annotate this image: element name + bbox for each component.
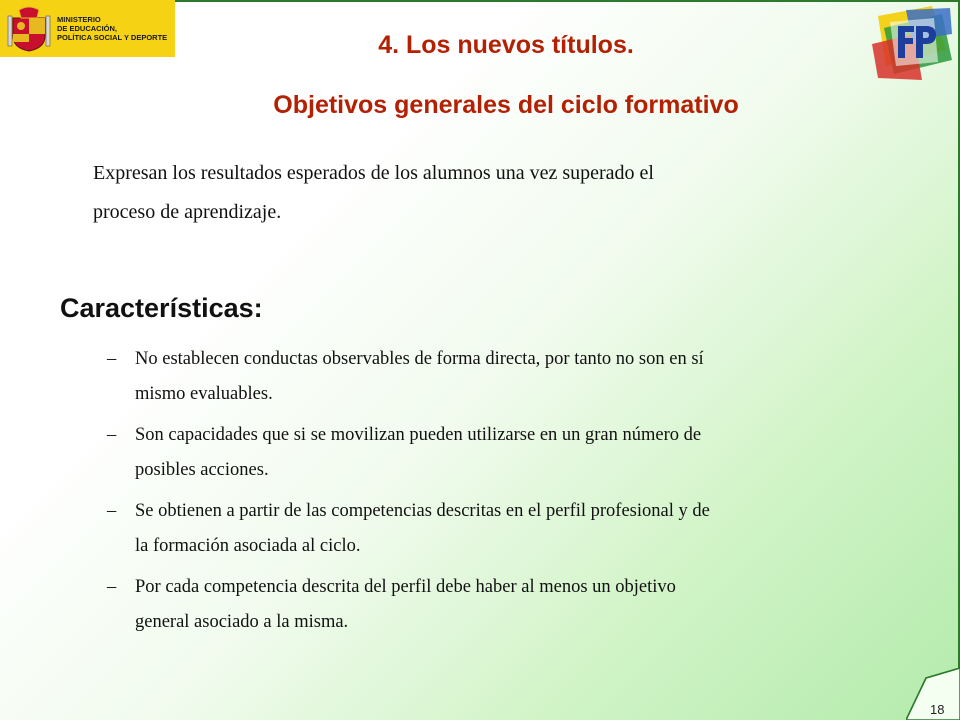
intro-line: Expresan los resultados esperados de los alumnos una vez superado el — [93, 162, 654, 184]
bullet-item — [107, 342, 882, 412]
bullet-line: Se obtienen a partir de las competencias descritas en el perfil profesional y de — [135, 501, 710, 521]
bullet-line: No establecen conductas observables de forma directa, por tanto no son en sí — [135, 349, 704, 369]
slide-title: 4. Los nuevos títulos. — [378, 31, 634, 59]
bullet-line: mismo evaluables. — [135, 384, 273, 404]
intro-line: proceso de aprendizaje. — [93, 201, 282, 223]
bullet-dash: – — [107, 425, 117, 445]
bullet-line: general asociado a la misma. — [135, 612, 349, 632]
bullet-dash: – — [107, 349, 117, 369]
bullet-dash: – — [107, 577, 117, 597]
ministry-name-line-2: DE EDUCACIÓN, — [57, 24, 118, 33]
bullet-text — [135, 342, 882, 412]
bullet-line: posibles acciones. — [135, 460, 269, 480]
page-number: 18 — [930, 702, 945, 717]
bullet-item — [107, 494, 882, 564]
slide-subtitle: Objetivos generales del ciclo formativo — [273, 91, 739, 119]
ministry-name-line-3: POLÍTICA SOCIAL Y DEPORTE — [57, 33, 168, 42]
bullet-item — [107, 570, 882, 640]
bullet-dash: – — [107, 501, 117, 521]
ministry-name-line-1: MINISTERIO — [57, 15, 101, 24]
section-heading: Características: — [60, 293, 263, 323]
bullet-text — [135, 494, 882, 564]
bullet-line: Por cada competencia descrita del perfil debe haber al menos un objetivo — [135, 577, 676, 597]
bullet-item — [107, 418, 882, 488]
bullet-line: Son capacidades que si se movilizan pueden utilizarse en un gran número de — [135, 425, 702, 445]
bullet-text — [135, 570, 882, 640]
bullet-line: la formación asociada al ciclo. — [135, 536, 361, 556]
intro-paragraph — [93, 154, 863, 232]
bullet-list — [107, 342, 882, 646]
bullet-text — [135, 418, 882, 488]
